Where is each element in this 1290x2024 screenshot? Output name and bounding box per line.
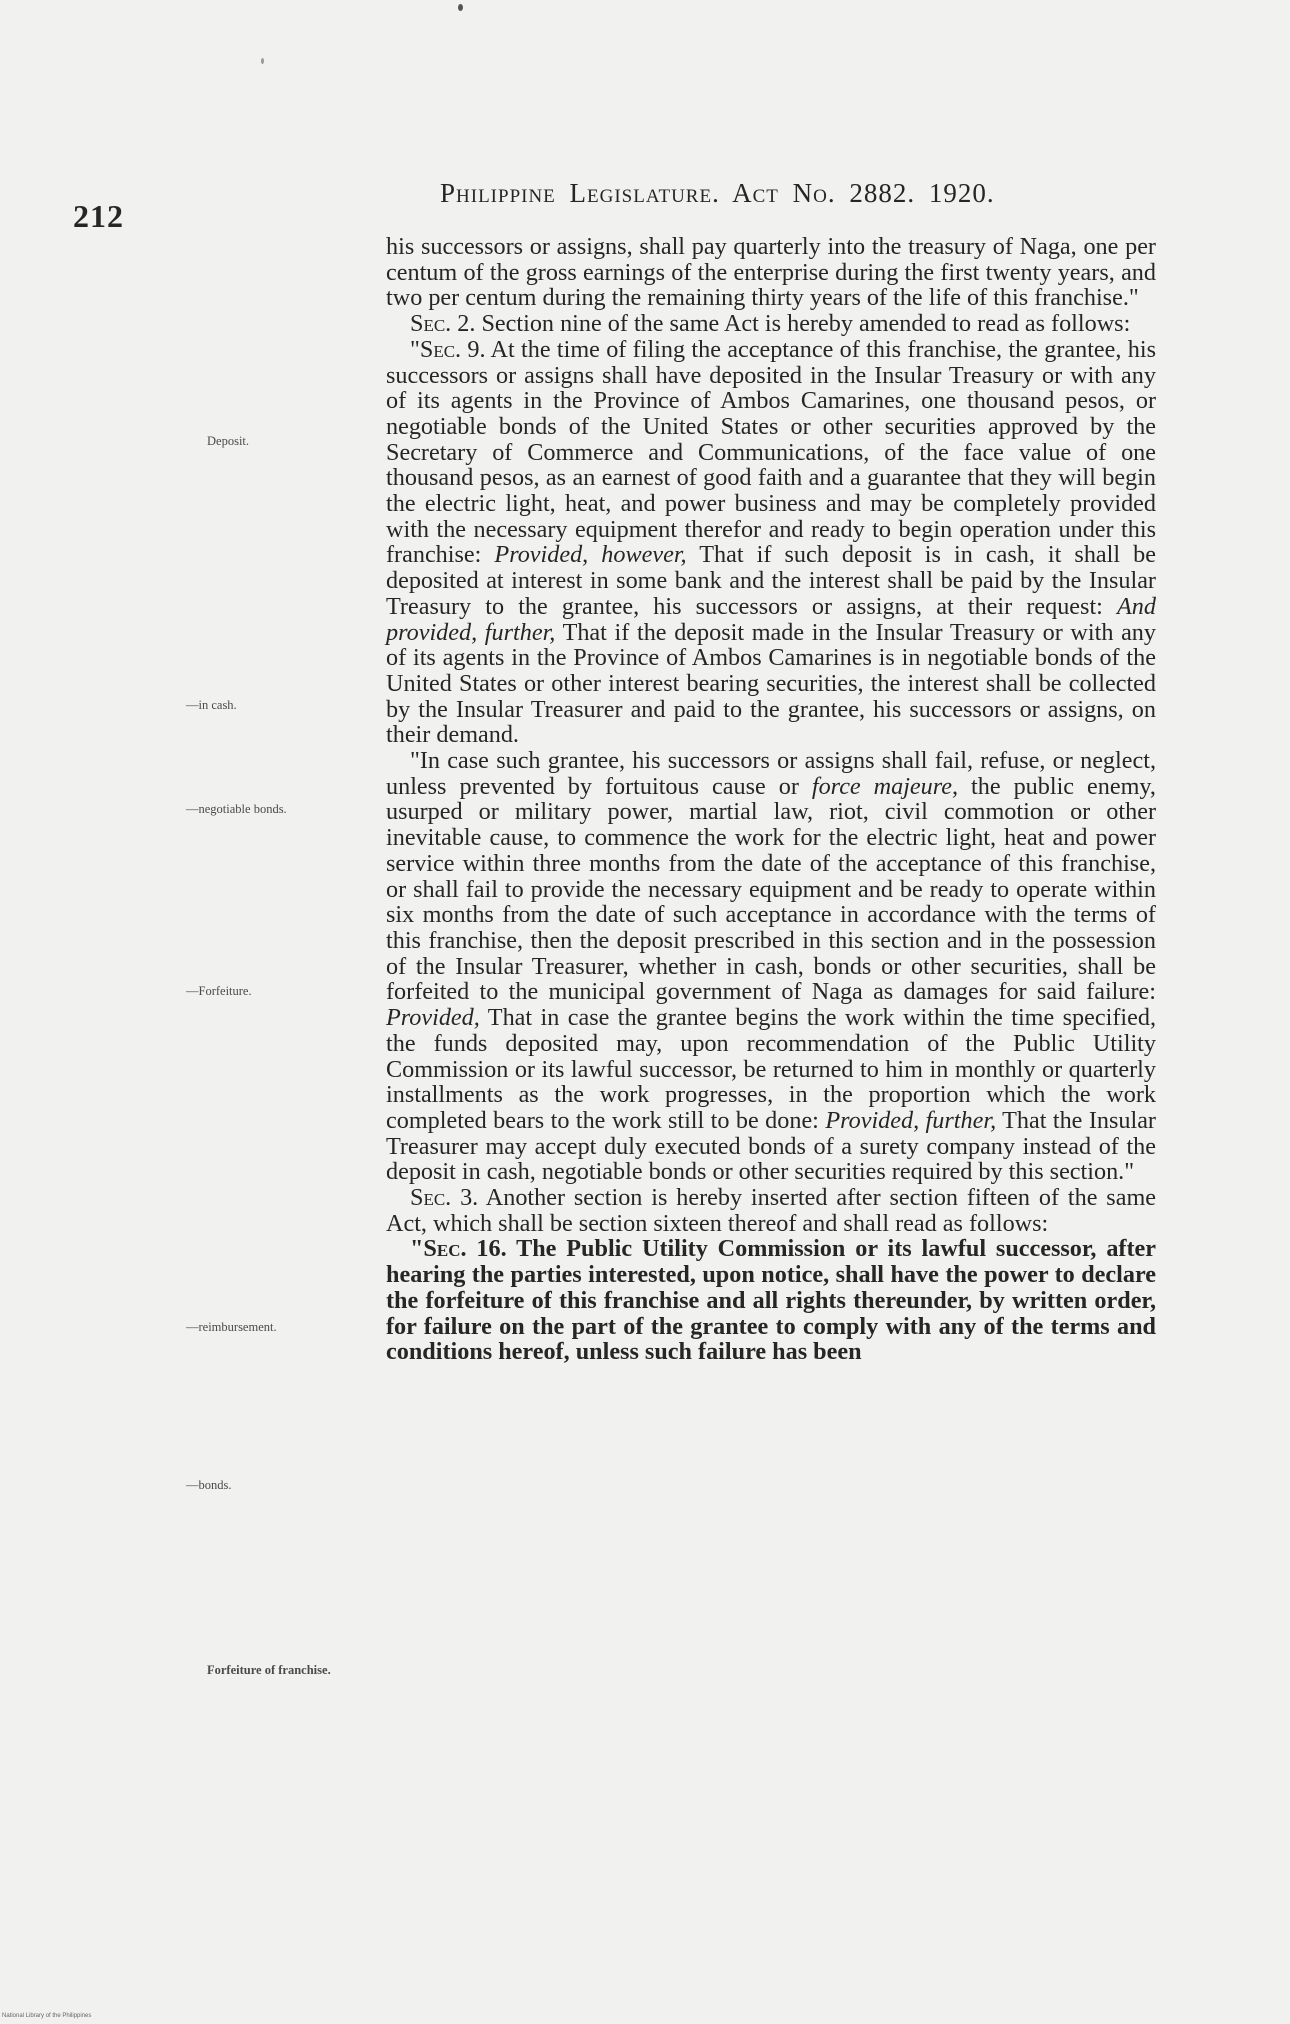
paragraph-text: That if such deposit is in cash, it shall be deposited at interest in some bank and the interest shall be paid by the Insular Treasury to the grantee, his successors or assigns, at their request:: [386, 541, 1156, 620]
margin-note-deposit: Deposit.: [207, 434, 250, 448]
paragraph-forfeiture: [386, 748, 1156, 1185]
paragraph-sec-3: [386, 1185, 1156, 1236]
footer-credit: National Library of the Philippines: [2, 2013, 92, 2019]
scan-speck: [261, 58, 264, 64]
paragraph-text: That if the deposit made in the Insular Treasury or with any of its agents in the Province of Ambos Camarines is in negotiable bonds of the United States or other interest bearing securities, the interest shall be collected by the Insular Treasurer and paid to the grantee, his successors or assigns, on their demand.: [386, 618, 1156, 749]
running-header: Philippine Legislature. Act No. 2882. 1920.: [440, 178, 995, 208]
paragraph-text: Section nine of the same Act is hereby amended to read as follows:: [475, 310, 1131, 338]
margin-note-negotiable-bonds: —negotiable bonds.: [186, 802, 287, 816]
margin-note-bonds: —bonds.: [186, 1478, 232, 1492]
margin-note-forfeiture: —Forfeiture.: [186, 984, 252, 998]
paragraph-text: The Public Utility Commission or its lawful successor, after hearing the parties interested, upon notice, shall have the power to declare the forfeiture of this franchise and all rights thereunder, by written order, for failure on the part of the grantee to comply with any of the terms and conditions hereof, unless such failure has been: [386, 1235, 1156, 1366]
section-heading: Sec. 2.: [410, 310, 476, 338]
paragraph-text: That in case the grantee begins the work within the time specified, the funds deposited may, upon recommendation of the Public Utility Commission or its lawful successor, be returned to him in monthly or quarterly installments as the work progresses, in the proportion which the work completed bears to the work still to be done:: [386, 1004, 1156, 1134]
proviso-italic: Provided, further,: [825, 1106, 997, 1134]
section-heading: "Sec. 16.: [410, 1235, 507, 1263]
margin-note-forfeiture-of-franchise: Forfeiture of franchise.: [207, 1663, 331, 1677]
margin-note-in-cash: —in cash.: [186, 698, 237, 712]
section-heading: Sec. 3.: [410, 1184, 479, 1212]
paragraph-text: Another section is hereby inserted after section fifteen of the same Act, which shall be section sixteen thereof and shall read as follows:: [386, 1184, 1156, 1237]
paragraph-sec-9: [386, 337, 1156, 748]
paragraph-continuation: his successors or assigns, shall pay quarterly into the treasury of Naga, one per centum of the gross earnings of the enterprise during the first twenty years, and two per centum during the remaining thirty years of the life of this franchise.": [386, 233, 1156, 312]
paragraph-text: That the Insular Treasurer may accept duly executed bonds of a surety company instead of the deposit in cash, negotiable bonds or other securities required by this section.": [386, 1106, 1156, 1186]
section-heading: "Sec. 9.: [410, 335, 486, 363]
scan-speck: [458, 4, 463, 11]
proviso-italic: And provided, further,: [386, 592, 1156, 646]
paragraph-text: "In case such grantee, his successors or assigns shall fail, refuse, or neglect, unless prevented by fortuitous cause or: [386, 747, 1156, 800]
document-body: [386, 234, 1156, 1365]
phrase-italic: force majeure,: [811, 772, 959, 800]
paragraph-text: the public enemy, usurped or military power, martial law, riot, civil commotion or other inevitable cause, to commence the work for the electric light, heat and power service within three months from the date of the acceptance of this franchise, or shall fail to provide the necessary equipment and be ready to operate within six months from the date of such acceptance in accordance with the terms of this franchise, then the deposit prescribed in this section and in the possession of the Insular Treasurer, whether in cash, bonds or other securities, shall be forfeited to the municipal government of Naga as damages for said failure:: [386, 772, 1156, 1006]
margin-note-reimbursement: —reimbursement.: [186, 1320, 277, 1334]
proviso-italic: Provided, however,: [494, 541, 687, 569]
paragraph-text: At the time of filing the acceptance of this franchise, the grantee, his successors or assigns shall have deposited in the Insular Treasury or with any of its agents in the Province of Ambos Camarines, one thousand pesos, or negotiable bonds of the United States or other securities approved by the Secretary of Commerce and Communications, of the face value of one thousand pesos, as an earnest of good faith and a guarantee that they will begin the electric light, heat, and power business and may be completely provided with the necessary equipment therefor and ready to begin operation under this franchise:: [386, 335, 1156, 569]
paragraph-sec-16: [386, 1236, 1156, 1365]
proviso-italic: Provided,: [386, 1004, 480, 1032]
page-number: 212: [73, 198, 124, 234]
paragraph-sec-2: [386, 311, 1156, 337]
